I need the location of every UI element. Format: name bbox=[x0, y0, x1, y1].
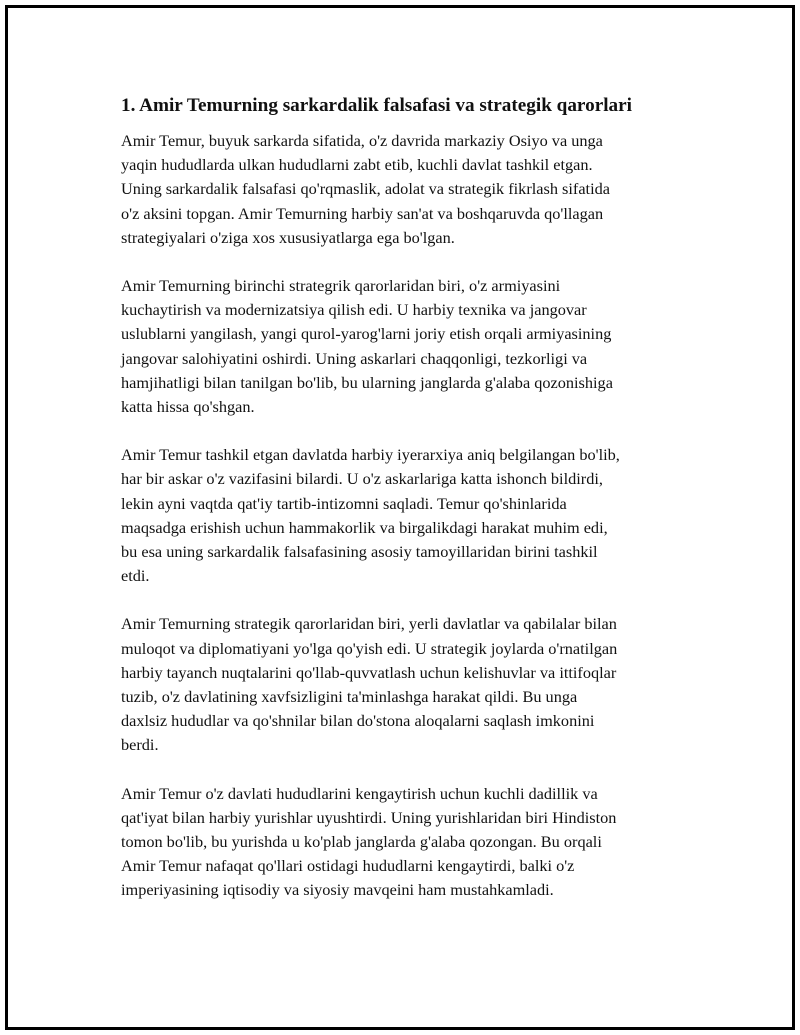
text-line: muloqot va diplomatiyani yo'lga qo'yish edi. U strategik joylarda o'rnatilgan bbox=[121, 638, 618, 658]
text-line: kuchaytirish va modernizatsiya qilish edi. U harbiy texnika va jangovar bbox=[121, 300, 587, 320]
text-line: katta hissa qo'shgan. bbox=[121, 397, 255, 417]
text-line: Uning sarkardalik falsafasi qo'rqmaslik, adolat va strategik fikrlash sifatida bbox=[121, 179, 610, 199]
text-line: lekin ayni vaqtda qat'iy tartib-intizomni saqladi. Temur qo'shinlarida bbox=[121, 493, 567, 513]
text-line: Amir Temur o'z davlati hududlarini kengaytirish uchun kuchli dadillik va bbox=[121, 783, 598, 803]
text-line: Amir Temur tashkil etgan davlatda harbiy iyerarxiya aniq belgilangan bo'lib, bbox=[121, 445, 620, 465]
text-line: Amir Temurning strategik qarorlaridan biri, yerli davlatlar va qabilalar bilan bbox=[121, 614, 617, 634]
text-line: maqsadga erishish uchun hammakorlik va birgalikdagi harakat muhim edi, bbox=[121, 517, 608, 537]
text-line: Amir Temur, buyuk sarkarda sifatida, o'z davrida markaziy Osiyo va unga bbox=[121, 131, 603, 150]
paragraph-4 bbox=[121, 612, 696, 757]
paragraph-5 bbox=[121, 782, 696, 903]
text-line: qat'iyat bilan harbiy yurishlar uyushtirdi. Uning yurishlaridan biri Hindiston bbox=[121, 807, 617, 827]
text-line: strategiyalari o'ziga xos xususiyatlarga ega bo'lgan. bbox=[121, 227, 455, 247]
text-line: etdi. bbox=[121, 566, 150, 586]
text-line: o'z aksini topgan. Amir Temurning harbiy san'at va boshqaruvda qo'llagan bbox=[121, 203, 604, 223]
text-line: hamjihatligi bilan tanilgan bo'lib, bu ularning janglarda g'alaba qozonishiga bbox=[121, 372, 613, 392]
paragraph-1 bbox=[121, 129, 696, 250]
document-page bbox=[5, 5, 795, 1030]
text-line: har bir askar o'z vazifasini bilardi. U o'z askarlariga katta ishonch bildirdi, bbox=[121, 469, 603, 489]
text-line: jangovar salohiyatini oshirdi. Uning askarlari chaqqonligi, tezkorligi va bbox=[121, 348, 588, 368]
text-line: bu esa uning sarkardalik falsafasining asosiy tamoyillaridan birini tashkil bbox=[121, 542, 598, 562]
text-line: Amir Temurning birinchi strategrik qarorlaridan biri, o'z armiyasini bbox=[121, 276, 561, 296]
text-line: tomon bo'lib, bu yurishda u ko'plab janglarda g'alaba qozongan. Bu orqali bbox=[121, 832, 602, 852]
text-line: tuzib, o'z davlatining xavfsizligini ta'minlashga harakat qildi. Bu unga bbox=[121, 687, 578, 707]
text-line: uslublarni yangilash, yangi qurol-yarog'larni joriy etish orqali armiyasining bbox=[121, 324, 612, 344]
section-heading: 1. Amir Temurning sarkardalik falsafasi va strategik qarorlari bbox=[121, 95, 632, 116]
paragraph-2 bbox=[121, 274, 696, 419]
text-line: harbiy tayanch nuqtalarini qo'llab-quvvatlash uchun kelishuvlar va ittifoqlar bbox=[121, 662, 617, 682]
paragraph-3 bbox=[121, 443, 696, 588]
text-line: imperiyasining iqtisodiy va siyosiy mavqeini ham mustahkamladi. bbox=[121, 880, 554, 900]
text-line: Amir Temur nafaqat qo'llari ostidagi hududlarni kengaytirdi, balki o'z bbox=[121, 856, 575, 876]
document-body bbox=[121, 94, 696, 927]
text-line: yaqin hududlarda ulkan hududlarni zabt etib, kuchli davlat tashkil etgan. bbox=[121, 155, 593, 175]
text-line: berdi. bbox=[121, 735, 159, 755]
text-line: daxlsiz hududlar va qo'shnilar bilan do'stona aloqalarni saqlash imkonini bbox=[121, 711, 595, 731]
